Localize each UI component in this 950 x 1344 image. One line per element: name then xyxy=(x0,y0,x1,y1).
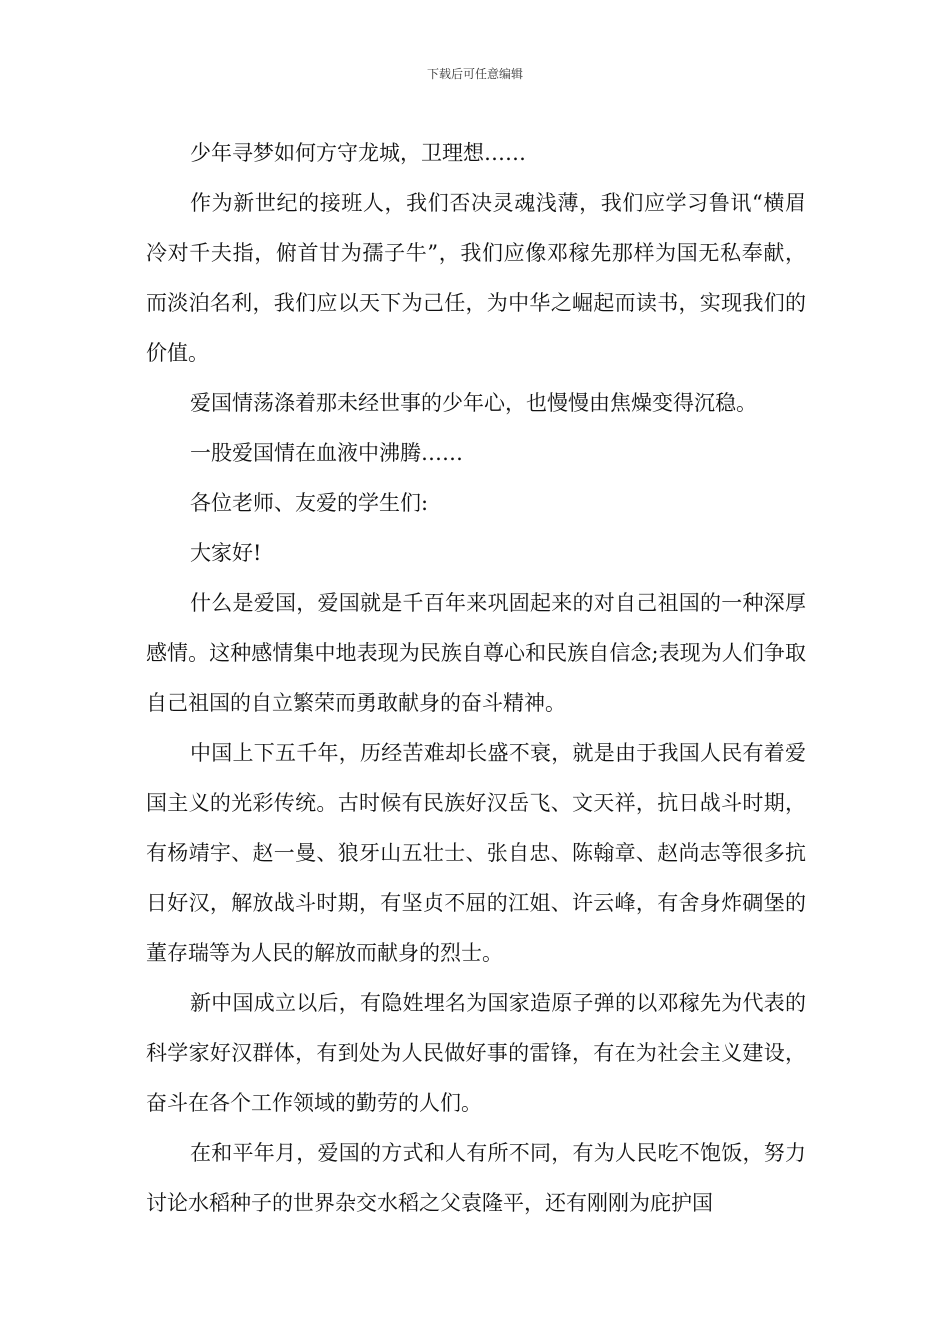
paragraph: 各位老师、友爱的学生们: xyxy=(190,491,429,515)
page-header: 下载后可任意编辑 xyxy=(426,67,523,81)
document-body xyxy=(146,128,806,1228)
paragraph: 一股爱国情在血液中沸腾…… xyxy=(190,441,463,465)
paragraph: 爱国情荡涤着那未经世事的少年心，也慢慢由焦燥变得沉稳。 xyxy=(190,391,757,415)
paragraph: 作为新世纪的接班人，我们否决灵魂浅薄，我们应学习鲁讯“横眉冷对千夫指，俯首甘为孺子牛”，我们应像邓稼先那样为国无私奉献，而淡泊名利，我们应以天下为己任，为中华之崛起而读书，实现我们的价值。 xyxy=(146,191,806,365)
paragraph: 少年寻梦如何方守龙城，卫理想…… xyxy=(190,141,526,165)
paragraph: 在和平年月，爱国的方式和人有所不同，有为人民吃不饱饭，努力讨论水稻种子的世界杂交水稻之父袁隆平，还有刚刚为庇护国 xyxy=(146,1141,806,1215)
paragraph: 什么是爱国，爱国就是千百年来巩固起来的对自己祖国的一种深厚感情。这种感情集中地表现为民族自尊心和民族自信念;表现为人们争取自己祖国的自立繁荣而勇敢献身的奋斗精神。 xyxy=(146,591,806,715)
paragraph: 新中国成立以后，有隐姓埋名为国家造原子弹的以邓稼先为代表的科学家好汉群体，有到处为人民做好事的雷锋，有在为社会主义建设，奋斗在各个工作领域的勤劳的人们。 xyxy=(146,991,806,1115)
paragraph: 中国上下五千年，历经苦难却长盛不衰，就是由于我国人民有着爱国主义的光彩传统。古时候有民族好汉岳飞、文天祥，抗日战斗时期，有杨靖宇、赵一曼、狼牙山五壮士、张自忠、陈翰章、赵尚志等很多抗日好汉，解放战斗时期，有坚贞不屈的江姐、许云峰，有舍身炸碉堡的董存瑞等为人民的解放而献身的烈士。 xyxy=(146,741,806,965)
paragraph: 大家好! xyxy=(190,541,262,565)
